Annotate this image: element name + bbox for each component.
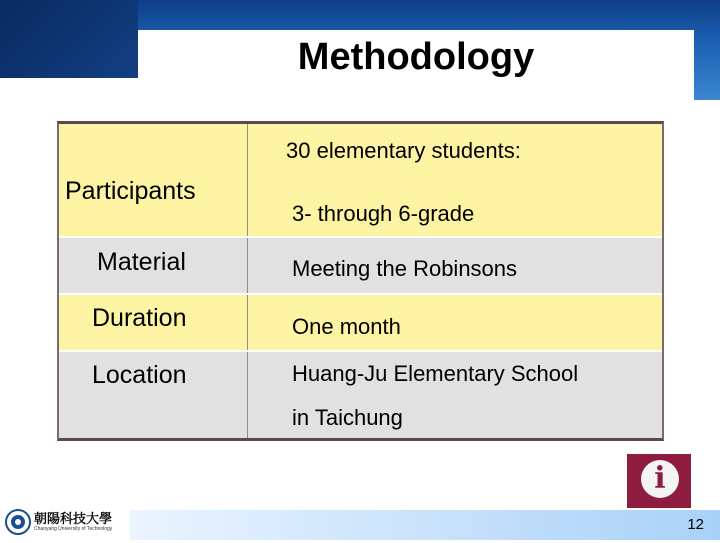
logo-text: 朝陽科技大學 — [34, 512, 113, 527]
row-divider — [59, 293, 662, 295]
row-label-participants: Participants — [65, 177, 196, 205]
row-value-line: 30 elementary students: — [286, 138, 521, 163]
footer-bar — [130, 510, 720, 540]
row-label-duration: Duration — [92, 304, 187, 332]
column-divider — [247, 124, 248, 438]
row-label-material: Material — [97, 248, 186, 276]
row-value-line: Huang-Ju Elementary School — [292, 361, 579, 386]
methodology-table — [57, 121, 664, 441]
title-area-left — [0, 78, 138, 105]
row-value-line: One month — [292, 314, 401, 339]
page-number: 12 — [687, 516, 704, 533]
row-value-line: Meeting the Robinsons — [292, 256, 518, 281]
row-divider — [59, 350, 662, 352]
table-row — [59, 237, 662, 294]
row-value-line: in Taichung — [292, 405, 403, 430]
row-label-location: Location — [92, 361, 187, 389]
logo-subtext: Chaoyang University of Technology — [34, 526, 113, 532]
header-dark-block — [0, 0, 138, 78]
info-icon: i — [641, 460, 679, 498]
page-title: Methodology — [297, 36, 535, 78]
university-logo — [4, 506, 128, 538]
row-divider — [59, 236, 662, 238]
table-row — [59, 351, 662, 438]
table-row — [59, 124, 662, 237]
row-value-line: 3- through 6-grade — [292, 201, 475, 226]
info-button[interactable] — [627, 454, 691, 508]
table-row — [59, 294, 662, 351]
